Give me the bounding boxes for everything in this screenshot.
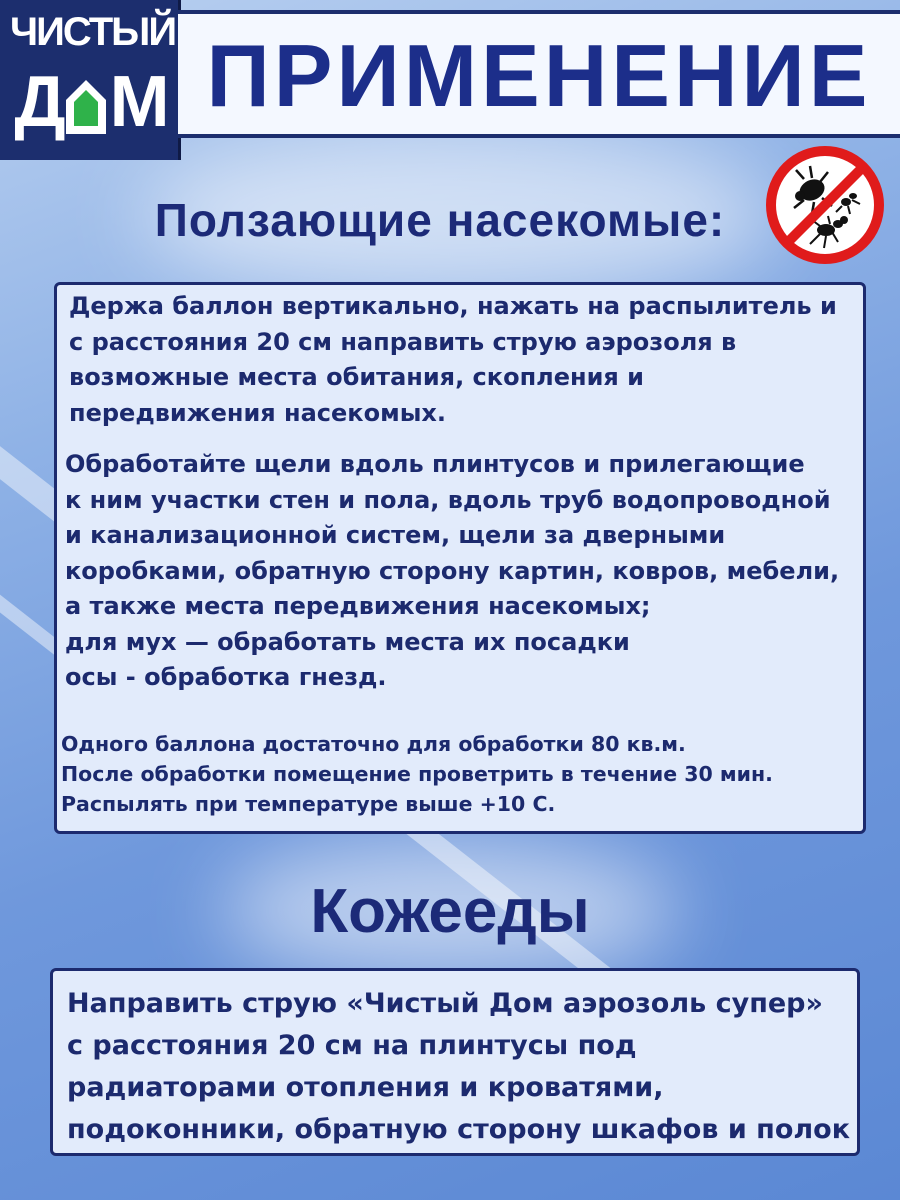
instructions-box-crawling	[54, 282, 866, 834]
logo-line2	[10, 62, 170, 142]
section-title-crawling-insects: Ползающие насекомые:	[154, 194, 726, 246]
header-bar	[178, 10, 900, 138]
instruction-paragraph-3: Одного баллона достаточно для обработки 80 кв.м. После обработки помещение проветрить в течение 30 мин. Распылять при температуре выше +10 С.	[61, 732, 773, 816]
brand-logo	[0, 0, 181, 160]
logo-letter-d: Д	[14, 62, 62, 142]
house-icon	[64, 72, 108, 132]
section-title-skin-beetles: Кожееды	[310, 877, 590, 946]
page-title: ПРИМЕНЕНИЕ	[206, 26, 872, 125]
no-insects-icon	[764, 144, 886, 266]
instruction-paragraph-skin-beetles: Направить струю «Чистый Дом аэрозоль супер» с расстояния 20 см на плинтусы под радиаторами отопления и кроватями, подоконники, обратную сторону шкафов и полок	[67, 988, 851, 1145]
logo-letter-m: М	[109, 62, 166, 142]
instruction-paragraph-2: Обработайте щели вдоль плинтусов и прилегающие к ним участки стен и пола, вдоль труб водопроводной и канализационной систем, щели за дверными коробками, обратную сторону картин, ковров, мебели, а также места передвижения насекомых; для мух — обработать места их посадки осы - обработка гнезд.	[65, 450, 840, 691]
logo-line1: ЧИСТЫЙ	[10, 10, 176, 54]
instructions-box-skin-beetles	[50, 968, 860, 1156]
instruction-paragraph-1: Держа баллон вертикально, нажать на распылитель и с расстояния 20 см направить струю аэрозоля в возможные места обитания, скопления и передвижения насекомых.	[69, 292, 837, 427]
